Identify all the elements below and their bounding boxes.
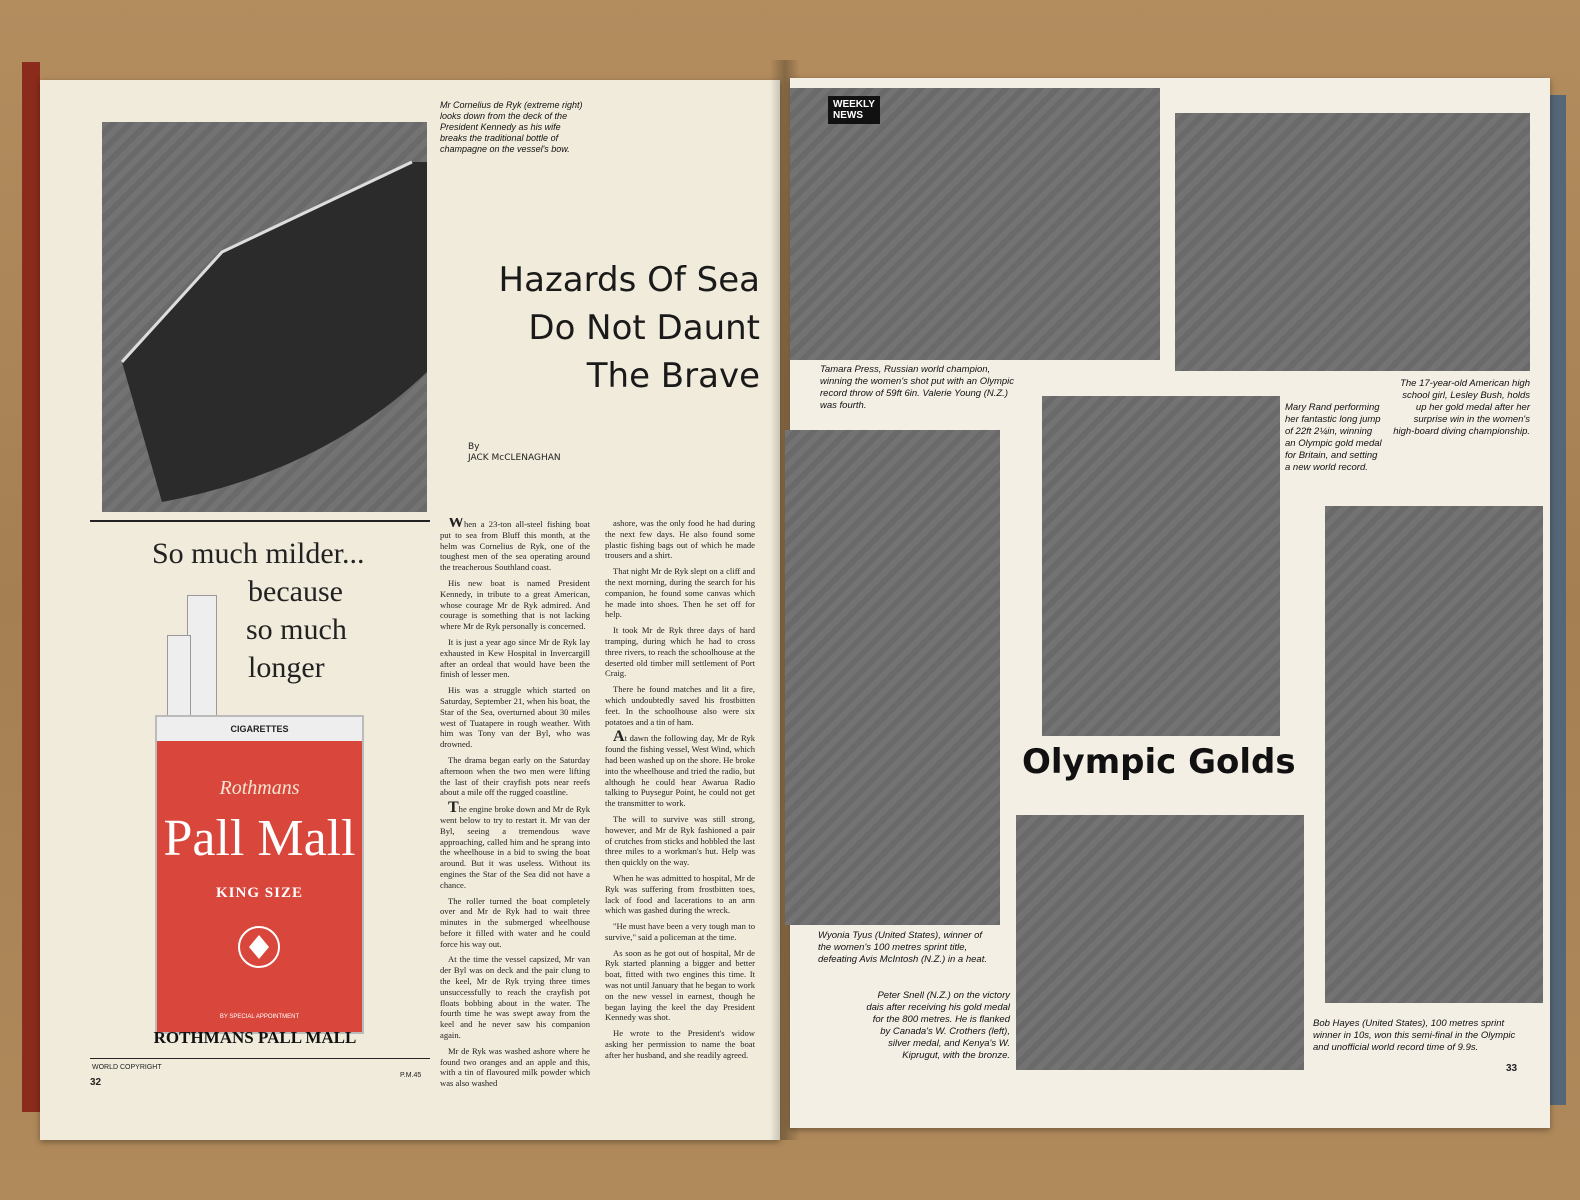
headline-line-1: Hazards Of Sea bbox=[498, 260, 760, 300]
article-column-2 bbox=[605, 518, 755, 1118]
paragraph: It took Mr de Ryk three days of hard tramping, during which he had to cross three rivers, to reach the schoolhouse at the deserted old timber mill settlement of Port Craig. bbox=[605, 625, 755, 679]
olympic-golds-title: Olympic Golds bbox=[1022, 742, 1296, 782]
section-divider bbox=[90, 520, 430, 522]
paragraph: The roller turned the boat completely over and Mr de Ryk had to wait three minutes in the submerged wheelhouse before it filled with water and he could force his way out. bbox=[440, 895, 590, 949]
paragraph: That night Mr de Ryk slept on a cliff and the next morning, during the search for his companion, he found some canvas which he made into shoes. Then he set off for help. bbox=[605, 566, 755, 620]
paragraph: When he was admitted to hospital, Mr de Ryk was suffering from frostbitten toes, lack of food and lacerations to an arm which was gashed during the wreck. bbox=[605, 872, 755, 916]
paragraph: His was a struggle which started on Saturday, September 21, when his boat, the Star of the Sea, overturned about 30 miles west of Tuatapere in rough weather. With him was Tony van der Byl, who was drowned. bbox=[440, 685, 590, 750]
caption-lesley-bush: The 17-year-old American high school girl, Lesley Bush, holds up her gold medal after her surprise win in the women's high-board diving championship. bbox=[1393, 378, 1530, 437]
footer-rule bbox=[90, 1058, 430, 1059]
paragraph: It is just a year ago since Mr de Ryk lay exhausted in Kew Hospital in Invercargill after an ordeal that would have been the finish of lesser men. bbox=[440, 636, 590, 680]
headline-line-2: Do Not Daunt bbox=[528, 308, 760, 348]
caption-tamara-press: Tamara Press, Russian world champion, winning the women's shot put with an Olympic record throw of 59ft 6in. Valerie Young (N.Z.) was fourth. bbox=[820, 364, 1015, 411]
paragraph: The will to survive was still strong, however, and Mr de Ryk fashioned a pair of crutches from sticks and hobbled the last three miles to a workman's hut. Help was then quickly on the way. bbox=[605, 813, 755, 868]
right-page bbox=[790, 78, 1550, 1128]
ad-headline-1: So much milder... bbox=[152, 537, 365, 570]
tamara-press-photo bbox=[790, 88, 1160, 360]
logo-line-2: NEWS bbox=[833, 110, 863, 121]
page-number-left: 32 bbox=[90, 1077, 102, 1088]
left-page bbox=[40, 80, 780, 1140]
pack-top-label: CIGARETTES bbox=[230, 724, 289, 734]
paragraph: He wrote to the President's widow asking her permission to name the boat after her husband, and she readily agreed. bbox=[605, 1028, 755, 1060]
byline-author: JACK McCLENAGHAN bbox=[468, 453, 561, 463]
ad-headline-2: because bbox=[248, 575, 343, 608]
ad-footer: ROTHMANS PALL MALL bbox=[153, 1028, 357, 1047]
lesley-bush-photo bbox=[1175, 113, 1530, 371]
brand-size: KING SIZE bbox=[216, 885, 303, 901]
article-headline bbox=[430, 256, 760, 400]
paragraph: ashore, was the only food he had during the next few days. He also found some plastic fishing bags out of which he made trousers and a shirt. bbox=[605, 518, 755, 561]
brand-name: Pall Mall bbox=[163, 810, 356, 867]
paragraph: The engine broke down and Mr de Ryk went below to try to restart it. Mr van der Byl, seeing a tremendous wave approaching, called him and he sprang into the wheelhouse in a bid to swing the boat around. But it was useless. Without its engines the Star of the Sea did not have a chance. bbox=[440, 799, 590, 890]
bob-hayes-photo bbox=[1325, 506, 1543, 1003]
peter-snell-photo bbox=[1016, 815, 1304, 1070]
mary-rand-photo bbox=[1042, 396, 1280, 736]
next-page-edge bbox=[1550, 95, 1566, 1105]
cigarette-pack bbox=[155, 715, 364, 1034]
paragraph: There he found matches and lit a fire, which undoubtedly saved his frostbitten feet. In the schoolhouse also were six potatoes and a tin of ham. bbox=[605, 684, 755, 727]
logo-line-1: WEEKLY bbox=[833, 99, 875, 110]
paragraph: When a 23-ton all-steel fishing boat put to sea from Bluff this month, at the helm was Cornelius de Ryk, one of the toughest men of the sea operating around the treacherous Southland coast. bbox=[440, 518, 590, 573]
caption-peter-snell: Peter Snell (N.Z.) on the victory dais after receiving his gold medal for the 800 metres. He is flanked by Canada's W. Crothers (left), silver medal, and Kenya's W. Kiprugut, with the bronze. bbox=[866, 990, 1010, 1061]
paragraph: At dawn the following day, Mr de Ryk found the fishing vessel, West Wind, which had been washed up on the shore. He broke into the wheelhouse and tried the radio, but although he could hear Awarua Radio talking to Puysegur Point, he could not get the transmitter to work. bbox=[605, 728, 755, 809]
ad-code: P.M.45 bbox=[400, 1072, 422, 1079]
paragraph: "He must have been a very tough man to survive," said a policeman at the time. bbox=[605, 921, 755, 942]
pack-band bbox=[157, 717, 362, 741]
caption-bob-hayes: Bob Hayes (United States), 100 metres sprint winner in 10s, won this semi-final in the Olympic and unofficial world record time of 9.9s. bbox=[1313, 1018, 1516, 1053]
ship-photo-caption: Mr Cornelius de Ryk (extreme right) looks down from the deck of the President Kennedy as his wife breaks the traditional bottle of champagne on the vessel's bow. bbox=[440, 100, 583, 154]
brand-script: Rothmans bbox=[219, 777, 300, 799]
ad-headline-3: so much bbox=[246, 613, 347, 646]
ad-headline-4: longer bbox=[248, 651, 325, 684]
caption-mary-rand: Mary Rand performing her fantastic long jump of 22ft 2¼in, winning an Olympic gold medal for Britain, and setting a new world record. bbox=[1285, 402, 1382, 473]
article-column-1 bbox=[440, 518, 590, 1118]
weekly-news-logo bbox=[828, 96, 880, 124]
ship-launch-photo bbox=[102, 122, 427, 512]
wyonia-tyus-photo bbox=[785, 430, 1000, 925]
paragraph: Mr de Ryk was washed ashore where he found two oranges and an apple and this, with a tin of flavoured milk powder which was also washed bbox=[440, 1045, 590, 1089]
paragraph: His new boat is named President Kennedy, in tribute to a great American, whose courage Mr de Ryk admired. And courage is something that is not lacking where Mr de Ryk personally is concerned. bbox=[440, 577, 590, 632]
byline bbox=[468, 442, 561, 464]
headline-line-3: The Brave bbox=[586, 356, 760, 396]
royal-appointment: BY SPECIAL APPOINTMENT bbox=[219, 1014, 300, 1020]
copyright: WORLD COPYRIGHT bbox=[92, 1064, 162, 1071]
cigarette-2 bbox=[167, 635, 191, 719]
paragraph: At the time the vessel capsized, Mr van der Byl was on deck and the pair clung to the keel, Mr de Ryk trying three times unsuccessfully to reach the crayfish pot floats bobbing about in the water. The fourth time he was swept away from the keel and he never saw his companion again. bbox=[440, 954, 590, 1041]
byline-by: By bbox=[468, 442, 480, 452]
caption-wyonia-tyus: Wyonia Tyus (United States), winner of the women's 100 metres sprint title, defeating Avis McIntosh (N.Z.) in a heat. bbox=[818, 930, 987, 965]
crest-icon bbox=[229, 917, 289, 977]
page-number-right: 33 bbox=[1506, 1063, 1518, 1074]
ship-hull-shape bbox=[102, 122, 427, 512]
paragraph: The drama began early on the Saturday afternoon when the two men were lifting the last of their crayfish pots near reefs about a mile off the rugged coastline. bbox=[440, 754, 590, 798]
paragraph: As soon as he got out of hospital, Mr de Ryk started planning a bigger and better boat, fitted with two engines this time. It was not until January that he began to work on the new vessel in earnest, though he began laying the keel the day President Kennedy was shot. bbox=[605, 947, 755, 1023]
cigarette-1 bbox=[187, 595, 217, 719]
magazine-cover-edge bbox=[22, 62, 40, 1112]
